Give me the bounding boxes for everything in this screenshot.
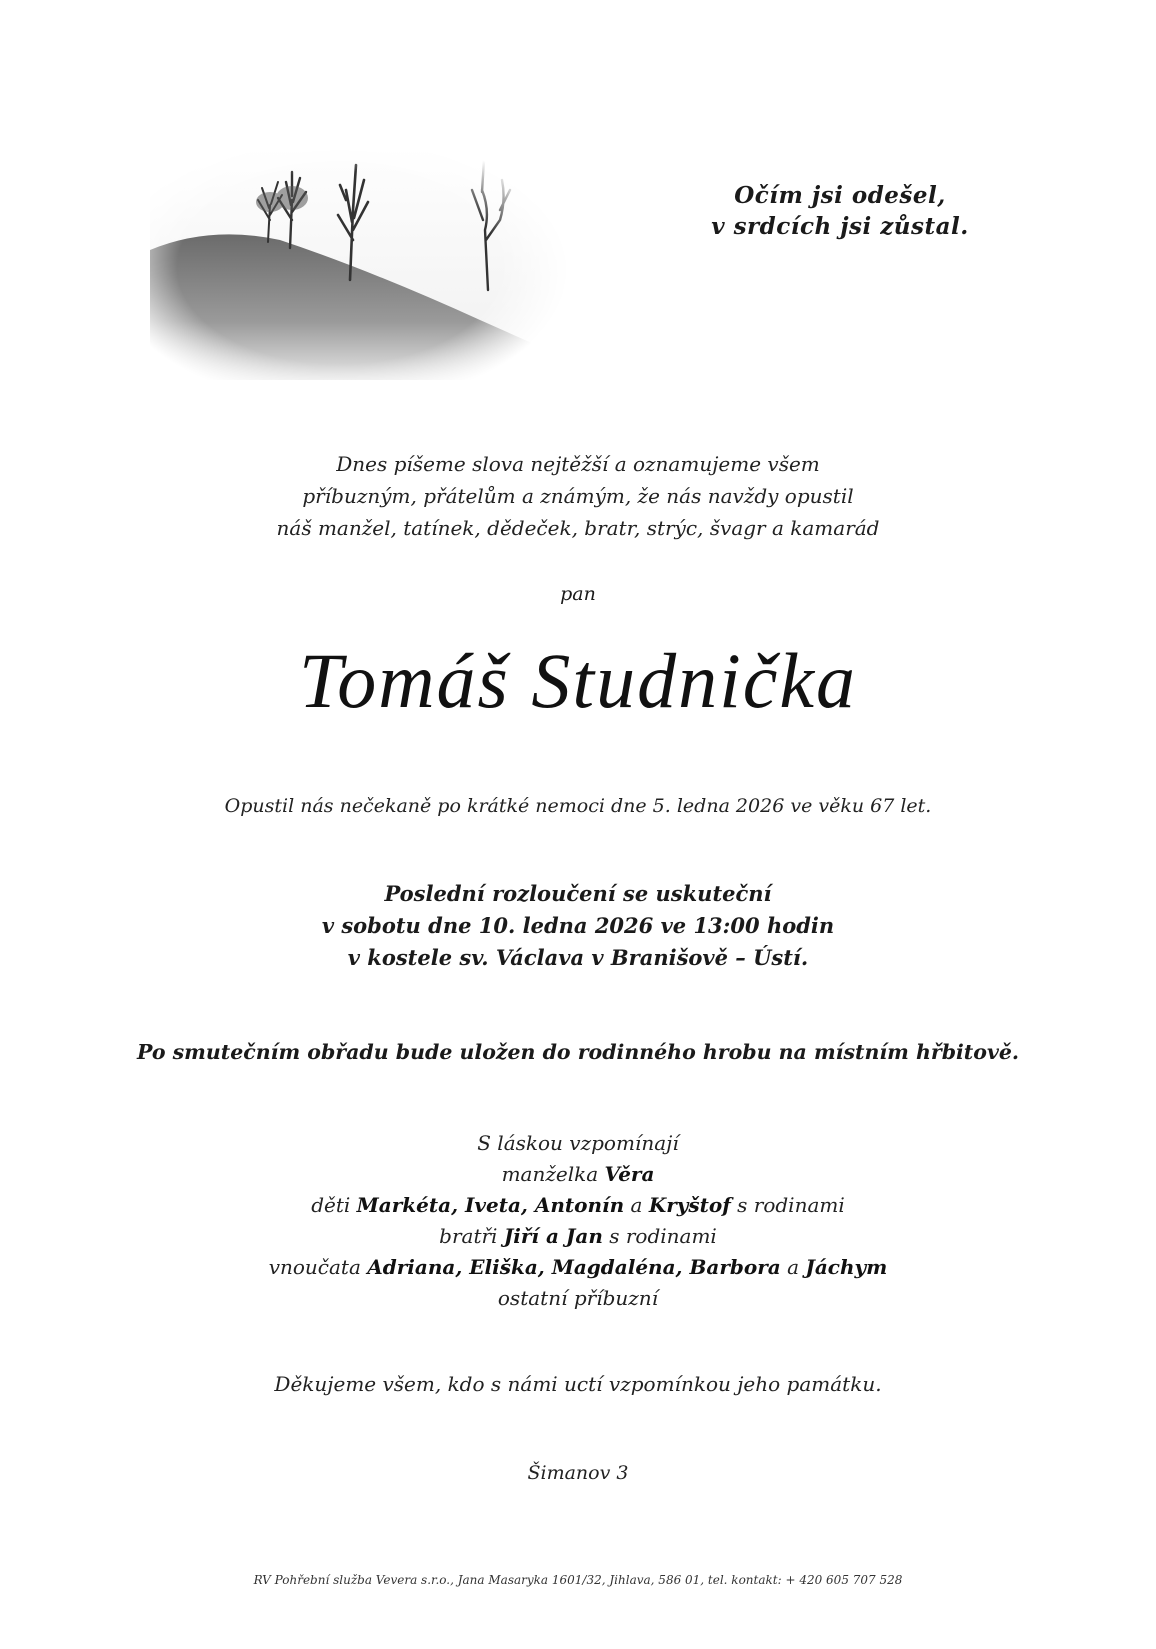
mourners-brothers (0, 1221, 1156, 1252)
announcement-line-2: příbuzným, přátelům a známým, že nás navždy opustil (302, 484, 854, 508)
motto-line-2: v srdcích jsi zůstal. (711, 213, 969, 240)
mourners-wife (0, 1159, 1156, 1190)
brothers-suffix: s rodinami (609, 1224, 717, 1248)
deceased-name: Tomáš Studnička (299, 637, 857, 724)
children-names-a: Markéta, Iveta, Antonín (356, 1193, 625, 1217)
honorific: pan (560, 583, 596, 605)
death-info: Opustil nás nečekaně po krátké nemoci dne 5. ledna 2026 ve věku 67 let. (224, 795, 932, 817)
burial-info: Po smutečním obřadu bude uložen do rodinného hrobu na místním hřbitově. (136, 1040, 1020, 1064)
mourners-children (0, 1190, 1156, 1221)
wife-label: manželka (501, 1162, 599, 1186)
funeral-service-footer: RV Pohřební služba Vevera s.r.o., Jana Masaryka 1601/32, Jihlava, 586 01, tel. kontakt: + 420 605 707 528 (253, 1573, 903, 1587)
family-address: Šimanov 3 (527, 1462, 629, 1484)
grandchildren-label: vnoučata (268, 1255, 361, 1279)
children-names-b: Kryštof (648, 1193, 731, 1217)
ceremony-line-2: v sobotu dne 10. ledna 2026 ve 13:00 hodin (321, 913, 835, 938)
announcement-line-3: náš manžel, tatínek, dědeček, bratr, strýc, švagr a kamarád (276, 516, 880, 540)
children-suffix: s rodinami (737, 1193, 845, 1217)
motto (690, 180, 990, 242)
ceremony-info (0, 878, 1156, 974)
children-conj: a (630, 1193, 643, 1217)
mourners-intro: S láskou vzpomínají (477, 1131, 679, 1155)
ceremony-line-1: Poslední rozloučení se uskuteční (384, 881, 772, 906)
brothers-names: Jiří a Jan (503, 1224, 603, 1248)
landscape-with-trees-image (150, 130, 570, 380)
grandchildren-conj: a (787, 1255, 799, 1279)
children-label: děti (311, 1193, 351, 1217)
grandchildren-names-a: Adriana, Eliška, Magdaléna, Barbora (367, 1255, 781, 1279)
mourners-others: ostatní příbuzní (497, 1286, 659, 1310)
brothers-label: bratři (439, 1224, 498, 1248)
mourners-list (0, 1128, 1156, 1314)
thanks-text: Děkujeme všem, kdo s námi uctí vzpomínkou jeho památku. (274, 1372, 882, 1396)
announcement-text (0, 448, 1156, 544)
mourners-grandchildren (0, 1252, 1156, 1283)
wife-name: Věra (604, 1162, 655, 1186)
announcement-line-1: Dnes píšeme slova nejtěžší a oznamujeme všem (336, 452, 820, 476)
motto-line-1: Očím jsi odešel, (734, 182, 946, 209)
grandchildren-names-b: Jáchym (805, 1255, 888, 1279)
ceremony-line-3: v kostele sv. Václava v Branišově – Ústí. (347, 945, 809, 970)
